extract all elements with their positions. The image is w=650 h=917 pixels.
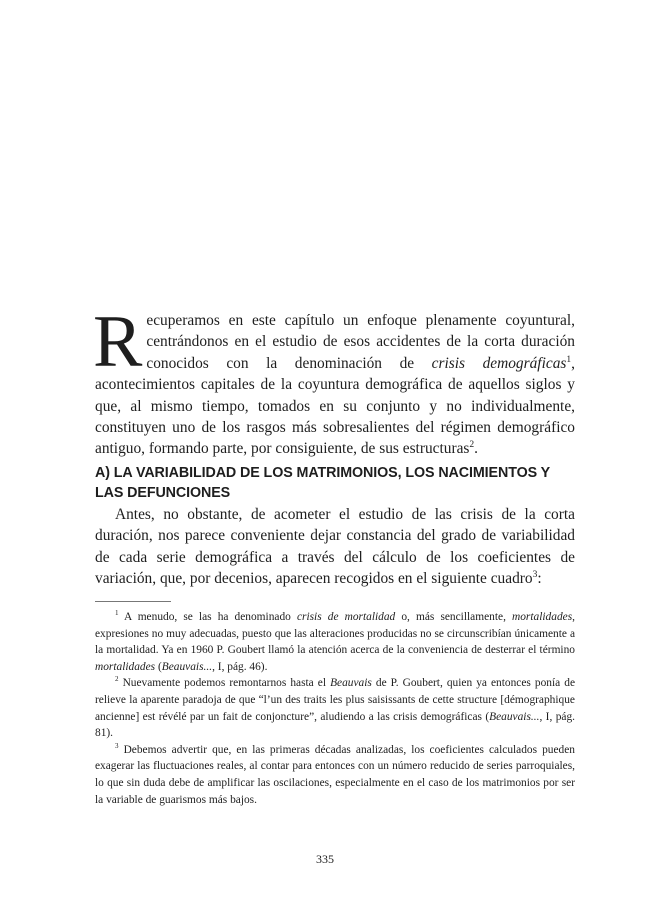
footnote-italic: Beauvais	[330, 677, 372, 690]
footnote-separator	[95, 601, 171, 602]
footnote-text: A menudo, se las ha denominado	[118, 611, 297, 623]
footnote-text: , expresiones no muy adecuadas, puesto que las alteraciones producidas no se circunscribían únicamente a la mortalidad. Ya en 1960 P. Goubert llamó la atención acerca de la conveniencia de desterrar el término	[95, 611, 575, 657]
footnote-number: 3	[115, 741, 119, 750]
footnote-italic: Beauvais...	[161, 660, 213, 673]
footnote-text: de P. Goubert, quien ya entonces ponía de relieve la aparente paradoja de que “l’un des traits les plus saisissants de cette structure [démographique ancienne] est révélé par un fait de conjoncture”, aludiendo a las crisis demográficas (	[95, 677, 575, 723]
section-heading: A) LA VARIABILIDAD DE LOS MATRIMONIOS, LOS NACIMIENTOS Y LAS DEFUNCIONES	[95, 465, 550, 501]
section-paragraph	[95, 504, 575, 590]
footnote-italic: Beauvais...	[489, 710, 540, 723]
footnote-text: o, más sencillamente,	[395, 611, 513, 623]
footnote-text: , I, pág. 46).	[212, 660, 268, 673]
intro-text-3: .	[474, 440, 479, 458]
intro-text-1: ecuperamos en este capítulo un enfoque plenamente coyuntural, centrándonos en el estudio de esos accidentes de la corta duración conocidos con la denominación de	[146, 312, 575, 372]
footnotes	[95, 609, 575, 808]
footnote-1	[95, 609, 575, 675]
page-number: 335	[316, 852, 334, 866]
footnote-2	[95, 675, 575, 741]
footnote-3	[95, 742, 575, 808]
footnote-italic: mortalidades	[512, 611, 573, 623]
intro-paragraph	[93, 301, 576, 460]
footnote-italic: mortalidades	[95, 660, 156, 673]
footnote-italic: crisis de mortalidad	[296, 611, 396, 623]
footnote-text: Nuevamente podemos remontarnos hasta el	[118, 677, 331, 690]
footnote-ref-3[interactable]: 3	[532, 569, 538, 581]
footnote-ref-1[interactable]: 1	[566, 353, 572, 365]
drop-cap: R	[93, 301, 143, 383]
footnote-ref-2[interactable]: 2	[469, 439, 475, 451]
section-text: Antes, no obstante, de acometer el estudio de las crisis de la corta duración, nos parece conveniente dejar constancia del grado de variabilidad de cada serie demográfica a través del cálculo de los coeficientes de variación, que, por decenios, aparecen recogidos en el siguiente cuadro	[95, 506, 575, 588]
footnote-text: , I, pág. 81).	[95, 710, 575, 740]
intro-text-2: , acontecimientos capitales de la coyuntura demográfica de aquellos siglos y que, al mismo tiempo, tomados en su conjunto y no individualmente, constituyen uno de los rasgos más sobresalientes del régimen demográfico antiguo, formando parte, por consiguiente, de sus estructuras	[95, 354, 576, 458]
footnote-text: (	[155, 660, 162, 673]
footnote-number: 2	[115, 675, 119, 684]
intro-emphasis: crisis demográficas	[431, 354, 567, 372]
section-text-end: :	[537, 570, 542, 588]
footnote-text: Debemos advertir que, en las primeras décadas analizadas, los coeficientes calculados pueden exagerar las fluctuaciones reales, al contar para entonces con un número reducido de series parroquiales, lo que sin duda debe de amplificar las oscilaciones, especialmente en el caso de los matrimonios por ser la variable de guarismos más bajos.	[95, 743, 575, 806]
footnote-number: 1	[115, 609, 119, 618]
